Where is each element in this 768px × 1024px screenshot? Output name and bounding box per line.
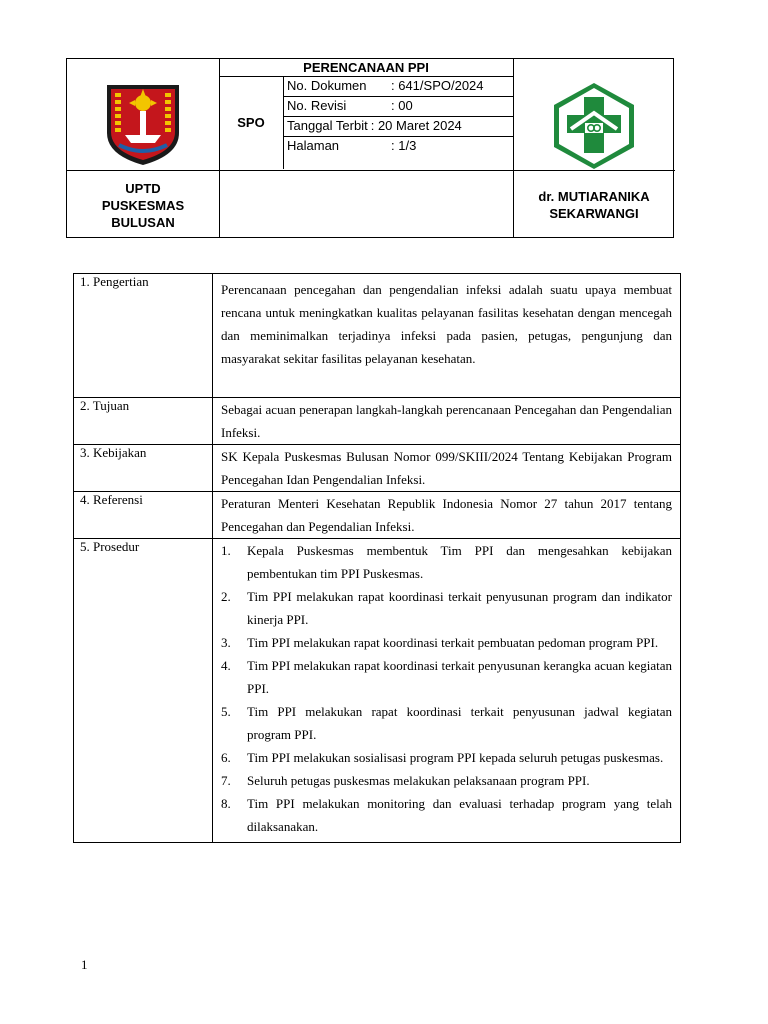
section-label: 4. Referensi <box>74 492 213 539</box>
issue-date-row: Tanggal Terbit : 20 Maret 2024 <box>287 118 462 133</box>
section-row-reference <box>74 492 681 539</box>
health-cross-logo <box>551 81 637 171</box>
list-item: 2. Tim PPI melakukan rapat koordinasi terkait penyusunan program dan indikator kinerja PPI. <box>221 589 672 627</box>
section-row-policy <box>74 445 681 492</box>
document-type: SPO <box>237 115 265 130</box>
section-row-purpose <box>74 398 681 445</box>
list-item: 7. Seluruh petugas puskesmas melakukan pelaksanaan program PPI. <box>221 773 590 788</box>
list-item: 3. Tim PPI melakukan rapat koordinasi terkait pembuatan pedoman program PPI. <box>221 635 659 650</box>
section-text: Perencanaan pencegahan dan pengendalian infeksi adalah suatu upaya membuat rencana untuk meningkatkan kualitas pelayanan fasilitas kesehatan dengan mencegah dan meminimalkan terjadinya infeksi pada pasien, petugas, pengunjung dan masyarakat sekitar fasilitas pelayanan kesehatan. <box>213 274 681 398</box>
institution-name: UPTD PUSKESMAS BULUSAN <box>101 180 185 230</box>
page-row: Halaman : 1/3 <box>287 138 417 153</box>
revision-row: No. Revisi : 00 <box>287 98 413 113</box>
list-item: 8. Tim PPI melakukan monitoring dan evaluasi terhadap program yang telah dilaksanakan. <box>221 796 672 834</box>
document-title: PERENCANAAN PPI <box>303 60 429 75</box>
document-header <box>66 58 674 238</box>
regency-emblem-logo <box>105 83 181 167</box>
section-label: 2. Tujuan <box>74 398 213 445</box>
list-item: 4. Tim PPI melakukan rapat koordinasi terkait penyusunan kerangka acuan kegiatan PPI. <box>221 658 672 696</box>
section-label: 5. Prosedur <box>74 539 213 843</box>
section-text: Sebagai acuan penerapan langkah-langkah perencanaan Pencegahan dan Pengendalian Infeksi. <box>213 398 681 445</box>
list-item: 6. Tim PPI melakukan sosialisasi program PPI kepada seluruh petugas puskesmas. <box>221 750 664 765</box>
section-row-procedure <box>74 539 681 843</box>
section-label: 3. Kebijakan <box>74 445 213 492</box>
section-text: SK Kepala Puskesmas Bulusan Nomor 099/SKIII/2024 Tentang Kebijakan Program Pencegahan Idan Pengendalian Infeksi. <box>213 445 681 492</box>
sop-content-table <box>73 273 681 843</box>
page-number: 1 <box>81 957 88 972</box>
doc-number-row: No. Dokumen : 641/SPO/2024 <box>287 78 484 93</box>
list-item: 5. Tim PPI melakukan rapat koordinasi terkait penyusunan jadwal kegiatan program PPI. <box>221 704 672 742</box>
section-text: Peraturan Menteri Kesehatan Republik Indonesia Nomor 27 tahun 2017 tentang Pencegahan dan Pegendalian Infeksi. <box>213 492 681 539</box>
section-row-definition <box>74 274 681 398</box>
list-item: 1. Kepala Puskesmas membentuk Tim PPI dan mengesahkan kebijakan pembentukan tim PPI Puskesmas. <box>221 543 672 581</box>
signatory-name: dr. MUTIARANIKA SEKARWANGI <box>538 189 650 221</box>
section-label: 1. Pengertian <box>74 274 213 398</box>
procedure-steps <box>221 539 672 838</box>
